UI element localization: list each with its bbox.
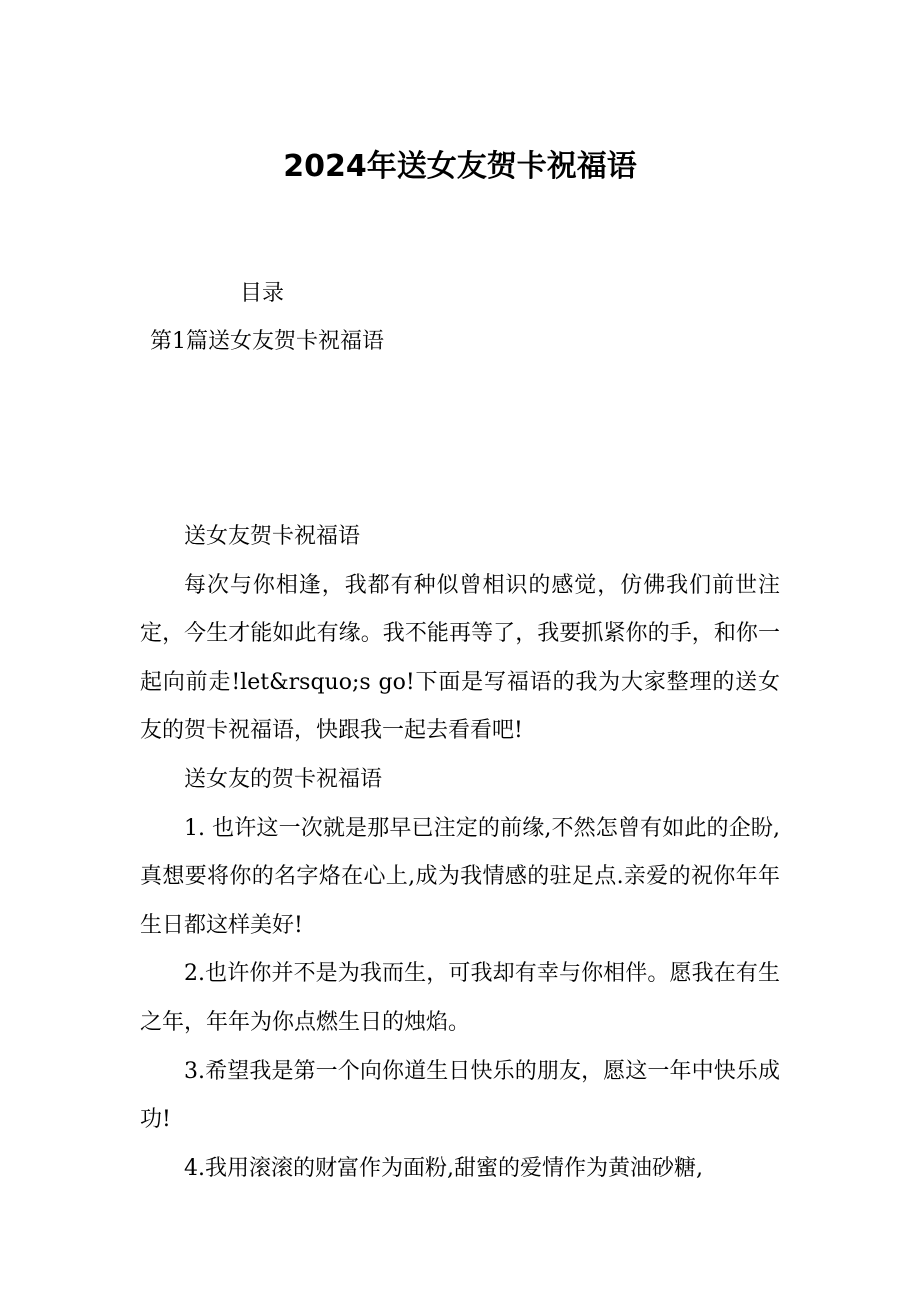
list-item: 4.我用滚滚的财富作为面粉,甜蜜的爱情作为黄油砂糖, xyxy=(184,1155,703,1181)
toc-item[interactable]: 第1篇送女友贺卡祝福语 xyxy=(150,329,384,354)
document-title: 2024年送女友贺卡祝福语 xyxy=(283,149,637,184)
list-item: 1. 也许这一次就是那早已注定的前缘,不然怎曾有如此的企盼,真想要将你的名字烙在心上,成为我情感的驻足点.亲爱的祝你年年生日都这样美好! xyxy=(140,815,780,938)
list-item: 2.也许你并不是为我而生，可我却有幸与你相伴。愿我在有生之年，年年为你点燃生日的烛焰。 xyxy=(140,961,780,1035)
document-body xyxy=(140,513,780,1193)
section-title: 送女友贺卡祝福语 xyxy=(184,524,361,549)
list-item: 3.希望我是第一个向你道生日快乐的朋友，愿这一年中快乐成功! xyxy=(140,1058,780,1133)
intro-paragraph: 每次与你相逢，我都有种似曾相识的感觉，仿佛我们前世注定，今生才能如此有缘。我不能再等了，我要抓紧你的手，和你一起向前走!let&rsquo;s go!下面是写福语的我为大家整理的送女友的贺卡祝福语，快跟我一起去看看吧! xyxy=(140,572,780,744)
subheading: 送女友的贺卡祝福语 xyxy=(184,766,383,792)
toc-heading: 目录 xyxy=(240,281,285,306)
